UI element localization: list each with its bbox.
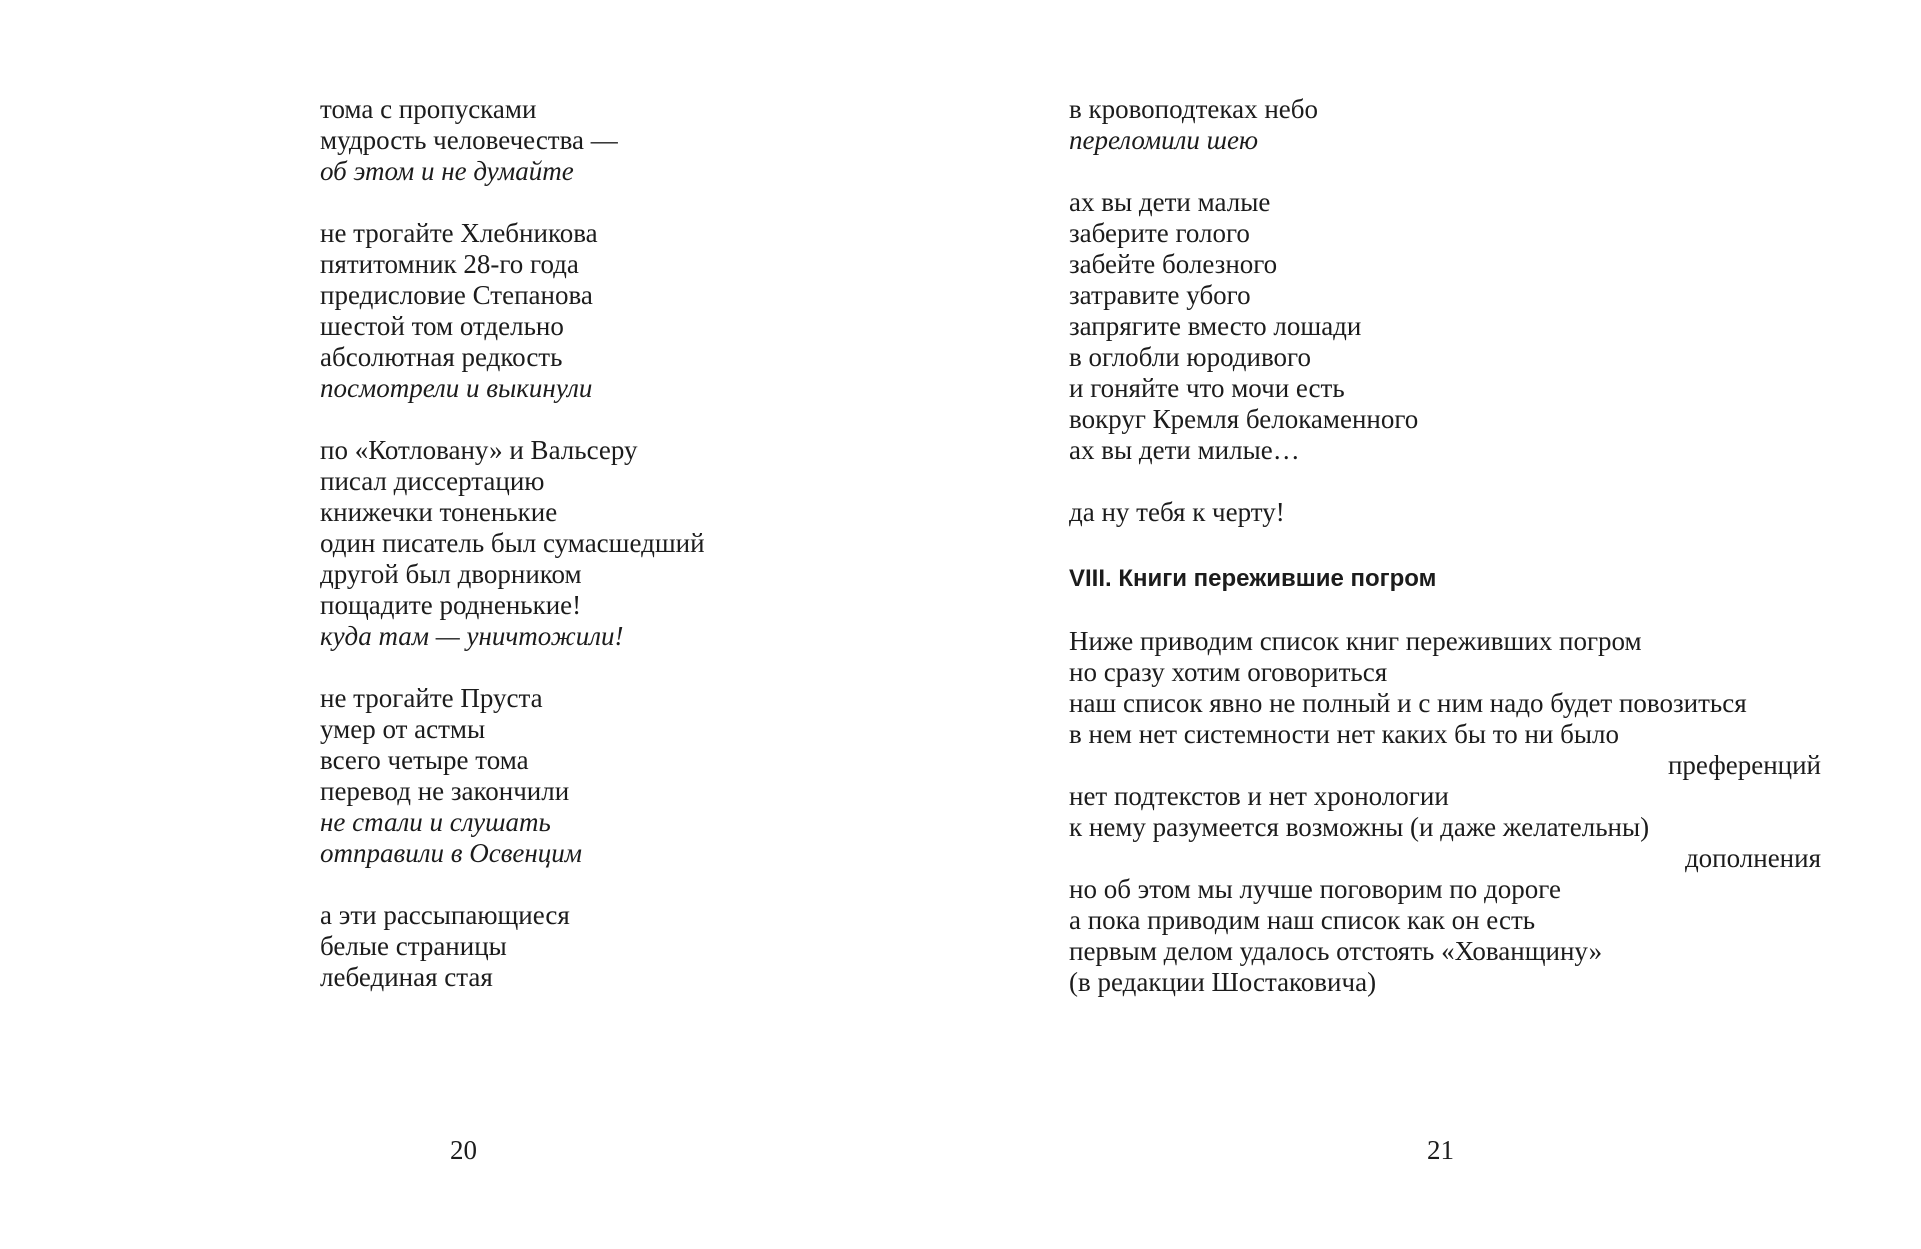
poem-line: не трогайте Пруста <box>320 683 543 713</box>
poem-line: запрягите вместо лошади <box>1069 311 1362 341</box>
prose-line: к нему разумеется возможны (и даже желательны) <box>1069 812 1650 842</box>
section-heading: VIII. Книги пережившие погром <box>1069 565 1437 592</box>
poem-line: лебединая стая <box>320 962 493 992</box>
stanza-gap <box>1069 466 1821 497</box>
poem-line: в оглобли юродивого <box>1069 342 1311 372</box>
poem-line: писал диссертацию <box>320 466 545 496</box>
stanza-gap <box>320 869 705 900</box>
poem-text-right <box>1069 94 1821 998</box>
prose-line: но сразу хотим оговориться <box>1069 657 1388 687</box>
poem-line: в кровоподтеках небо <box>1069 94 1318 124</box>
poem-line: перевод не закончили <box>320 776 570 806</box>
poem-line: один писатель был сумасшедший <box>320 528 705 558</box>
prose-line: нет подтекстов и нет хронологии <box>1069 781 1449 811</box>
poem-line: ах вы дети милые… <box>1069 435 1300 465</box>
poem-line: шестой том отдельно <box>320 311 564 341</box>
poem-line: не трогайте Хлебникова <box>320 218 598 248</box>
stanza-gap <box>320 652 705 683</box>
poem-line: а эти рассыпающиеся <box>320 900 570 930</box>
poem-line: по «Котловану» и Вальсеру <box>320 435 638 465</box>
poem-line: забейте болезного <box>1069 249 1278 279</box>
poem-line: белые страницы <box>320 931 507 961</box>
poem-line: пятитомник 28-го года <box>320 249 579 279</box>
poem-line: книжечки тоненькие <box>320 497 558 527</box>
poem-line: умер от астмы <box>320 714 486 744</box>
poem-line: абсолютная редкость <box>320 342 563 372</box>
prose-line: в нем нет системности нет каких бы то ни было <box>1069 719 1619 749</box>
page-number-left: 20 <box>450 1135 477 1165</box>
stanza-gap <box>320 404 705 435</box>
prose-line: дополнения <box>1684 843 1821 873</box>
poem-line: куда там — уничтожили! <box>320 621 624 651</box>
right-page <box>960 0 1921 1249</box>
poem-line: посмотрели и выкинули <box>320 373 593 403</box>
prose-line: наш список явно не полный и с ним надо будет повозиться <box>1069 688 1747 718</box>
prose-line: (в редакции Шостаковича) <box>1069 967 1377 997</box>
poem-line: предисловие Степанова <box>320 280 593 310</box>
poem-line: всего четыре тома <box>320 745 529 775</box>
poem-line: ах вы дети малые <box>1069 187 1271 217</box>
prose-line: а пока приводим наш список как он есть <box>1069 905 1536 935</box>
poem-line: не стали и слушать <box>320 807 551 837</box>
poem-line: переломили шею <box>1069 125 1259 155</box>
poem-line: другой был дворником <box>320 559 582 589</box>
poem-line: да ну тебя к черту! <box>1069 497 1285 527</box>
poem-line: заберите голого <box>1069 218 1250 248</box>
prose-line: преференций <box>1667 750 1821 780</box>
poem-line: и гоняйте что мочи есть <box>1069 373 1345 403</box>
poem-line: тома с пропусками <box>320 94 537 124</box>
poem-stanzas-right <box>1069 94 1821 559</box>
poem-line: вокруг Кремля белокаменного <box>1069 404 1419 434</box>
page-number-right: 21 <box>1427 1135 1454 1165</box>
poem-line: отправили в Освенцим <box>320 838 583 868</box>
poem-line: мудрость человечества — <box>320 125 618 155</box>
prose-block <box>1069 626 1821 998</box>
poem-line: об этом и не думайте <box>320 156 574 186</box>
prose-line: но об этом мы лучше поговорим по дороге <box>1069 874 1561 904</box>
prose-line: Ниже приводим список книг переживших погром <box>1069 626 1642 656</box>
prose-line: первым делом удалось отстоять «Хованщину» <box>1069 936 1603 966</box>
poem-line: пощадите родненькие! <box>320 590 582 620</box>
left-page <box>0 0 960 1249</box>
stanza-gap <box>1069 528 1821 559</box>
poem-text-left <box>320 94 705 993</box>
stanza-gap <box>320 187 705 218</box>
poem-line: затравите убого <box>1069 280 1251 310</box>
stanza-gap <box>1069 156 1821 187</box>
